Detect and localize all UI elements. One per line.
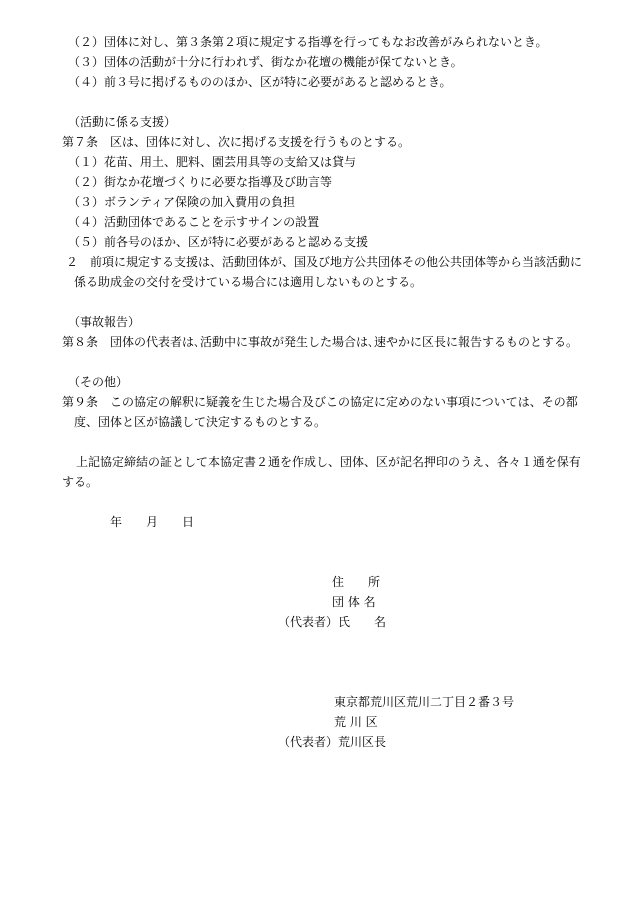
article7-item-1: （１）花苗、用土、肥料、園芸用具等の支給又は貸与 xyxy=(68,155,357,169)
closing-line2: する。 xyxy=(62,475,99,489)
article8-heading: （事故報告） xyxy=(68,315,141,329)
ward-address: 東京都荒川区荒川二丁目２番３号 xyxy=(334,695,515,709)
group-address-label: 住 所 xyxy=(332,575,381,589)
article7-heading: （活動に係る支援） xyxy=(68,115,177,129)
article7-paragraph2-line1: ２ 前項に規定する支援は、活動団体が、国及び地方公共団体その他公共団体等から当該活動に xyxy=(66,255,583,269)
article9-line2: 度、団体と区が協議して決定するものとする。 xyxy=(74,415,327,429)
article6-item-3: （３）団体の活動が十分に行われず、街なか花壇の機能が保てないとき。 xyxy=(68,55,463,69)
group-name-label: 団 体 名 xyxy=(332,595,376,609)
date-line: 年 月 日 xyxy=(110,515,195,529)
article7-paragraph2-line2: 係る助成金の交付を受けている場合には適用しないものとする。 xyxy=(74,275,423,289)
article9-heading: （その他） xyxy=(68,375,129,389)
article7-text: 第７条 区は、団体に対し、次に掲げる支援を行うものとする。 xyxy=(62,135,411,149)
article7-item-3: （３）ボランティア保険の加入費用の負担 xyxy=(68,195,296,209)
closing-line1: 上記協定締結の証として本協定書２通を作成し、団体、区が記名押印のうえ、各々１通を保有 xyxy=(76,455,581,469)
article9-line1: 第９条 この協定の解釈に疑義を生じた場合及びこの協定に定めのない事項については、その都 xyxy=(62,395,578,409)
group-representative-label: （代表者）氏 名 xyxy=(278,615,387,629)
article7-item-2: （２）街なか花壇づくりに必要な指導及び助言等 xyxy=(68,175,333,189)
ward-name: 荒 川 区 xyxy=(334,715,378,729)
ward-representative: （代表者）荒川区長 xyxy=(278,735,387,749)
article7-item-4: （４）活動団体であることを示すサインの設置 xyxy=(68,215,320,229)
article6-item-4: （４）前３号に掲げるもののほか、区が特に必要があると認めるとき。 xyxy=(68,75,452,89)
article8-text: 第８条 団体の代表者は､活動中に事故が発生した場合は､速やかに区長に報告するものとする。 xyxy=(62,335,579,349)
article7-item-5: （５）前各号のほか、区が特に必要があると認める支援 xyxy=(68,235,369,249)
article6-item-2: （２）団体に対し、第３条第２項に規定する指導を行ってもなお改善がみられないとき。 xyxy=(68,35,548,49)
